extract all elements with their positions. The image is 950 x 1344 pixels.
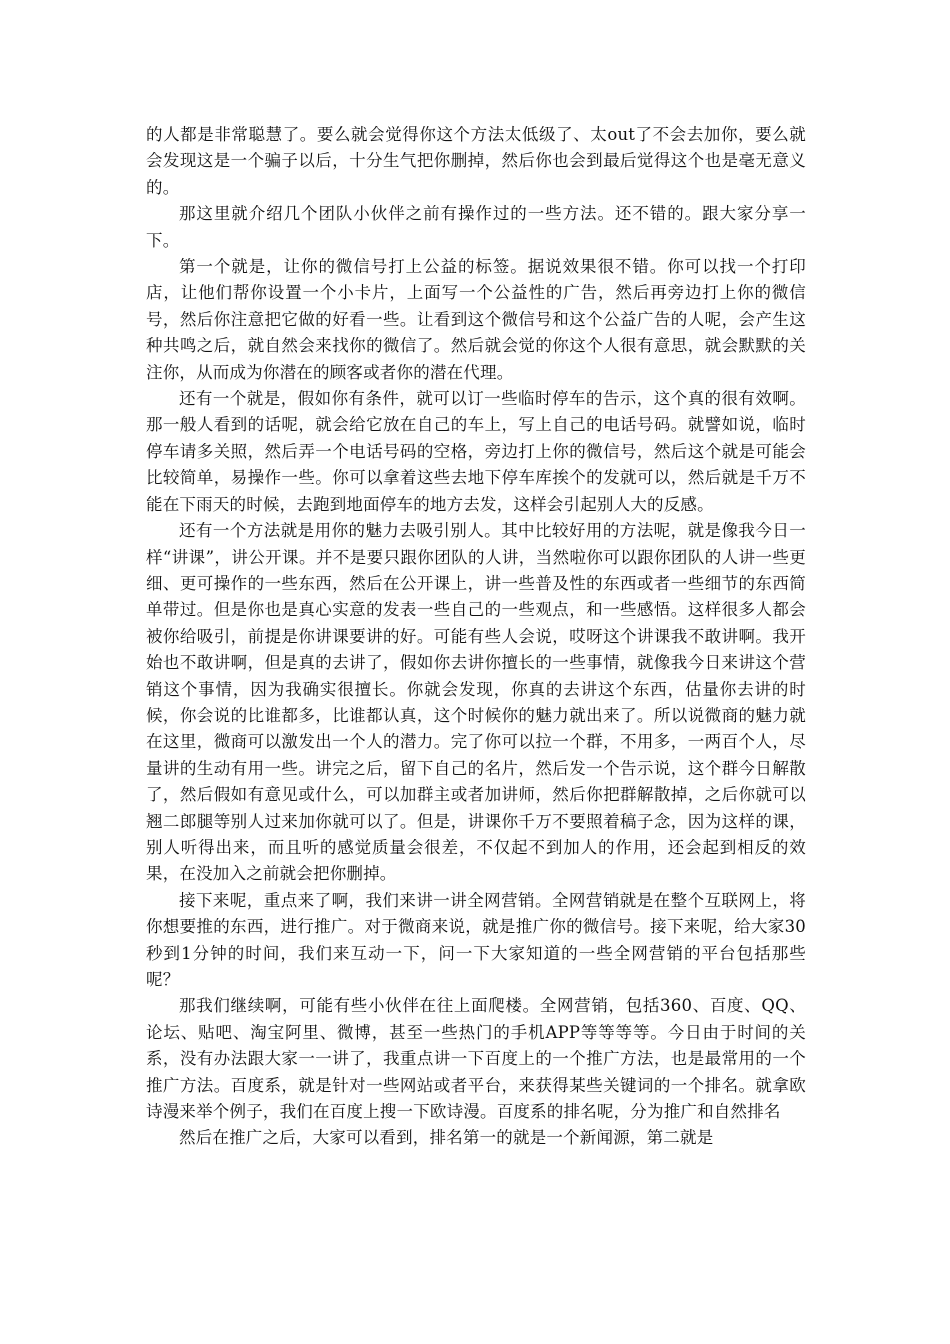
paragraph-5: 还有一个方法就是用你的魅力去吸引别人。其中比较好用的方法呢，就是像我今日一样“讲课”，讲公开课。并不是要只跟你团队的人讲，当然啦你可以跟你团队的人讲一些更细、更可操作的一些东西，然后在公开课上，讲一些普及性的东西或者一些细节的东西简单带过。但是你也是真心实意的发表一些自己的一些观点，和一些感悟。这样很多人都会被你给吸引，前提是你讲课要讲的好。可能有些人会说，哎呀这个讲课我不敢讲啊。我开始也不敢讲啊，但是真的去讲了，假如你去讲你擅长的一些事情，就像我今日来讲这个营销这个事情，因为我确实很擅长。你就会发现，你真的去讲这个东西，估量你去讲的时候，你会说的比谁都多，比谁都认真，这个时候你的魅力就出来了。所以说微商的魅力就在这里，微商可以激发出一个人的潜力。完了你可以拉一个群，不用多，一两百个人，尽量讲的生动有用一些。讲完之后，留下自己的名片，然后发一个告示说，这个群今日解散了，然后假如有意见或什么，可以加群主或者加讲师，然后你把群解散掉，之后你就可以翘二郎腿等别人过来加你就可以了。但是，讲课你千万不要照着稿子念，因为这样的课，别人听得出来，而且听的感觉质量会很差，不仅起不到加人的作用，还会起到相反的效果，在没加入之前就会把你删掉。 (146, 521, 806, 884)
paragraph-3: 第一个就是，让你的微信号打上公益的标签。据说效果很不错。你可以找一个打印店，让他们帮你设置一个小卡片，上面写一个公益性的广告，然后再旁边打上你的微信号，然后你注意把它做的好看一些。让看到这个微信号和这个公益广告的人呢，会产生这种共鸣之后，就自然会来找你的微信了。然后就会觉的你这个人很有意思，就会默默的关注你，从而成为你潜在的顾客或者你的潜在代理。 (146, 257, 806, 382)
paragraph-8: 然后在推广之后，大家可以看到，排名第一的就是一个新闻源，第二就是 (179, 1128, 714, 1148)
paragraph-7: 那我们继续啊，可能有些小伙伴在往上面爬楼。全网营销，包括360、百度、QQ、论坛、贴吧、淘宝阿里、微博，甚至一些热门的手机APP等等等等。今日由于时间的关系，没有办法跟大家一一讲了，我重点讲一下百度上的一个推广方法，也是最常用的一个推广方法。百度系，就是针对一些网站或者平台，来获得某些关键词的一个排名。就拿欧诗漫来举个例子，我们在百度上搜一下欧诗漫。百度系的排名呢，分为推广和自然排名 (146, 996, 806, 1122)
paragraph-6: 接下来呢，重点来了啊，我们来讲一讲全网营销。全网营销就是在整个互联网上，将你想要推的东西，进行推广。对于微商来说，就是推广你的微信号。接下来呢，给大家30秒到1分钟的时间，我们来互动一下，问一下大家知道的一些全网营销的平台包括那些呢？ (146, 890, 806, 989)
paragraph-2: 那这里就介绍几个团队小伙伴之前有操作过的一些方法。还不错的。跟大家分享一下。 (146, 204, 806, 250)
paragraph-4: 还有一个就是，假如你有条件，就可以订一些临时停车的告示，这个真的很有效啊。那一般人看到的话呢，就会给它放在自己的车上，写上自己的电话号码。就譬如说，临时停车请多关照，然后弄一个电话号码的空格，旁边打上你的微信号，然后这个就是可能会比较简单，易操作一些。你可以拿着这些去地下停车库挨个的发就可以，然后就是千万不能在下雨天的时候，去跑到地面停车的地方去发，这样会引起别人大的反感。 (146, 389, 806, 514)
document-body (146, 122, 806, 1152)
paragraph-1: 的人都是非常聪慧了。要么就会觉得你这个方法太低级了、太out了不会去加你，要么就会发现这是一个骗子以后，十分生气把你删掉，然后你也会到最后觉得这个也是毫无意义的。 (146, 125, 806, 197)
